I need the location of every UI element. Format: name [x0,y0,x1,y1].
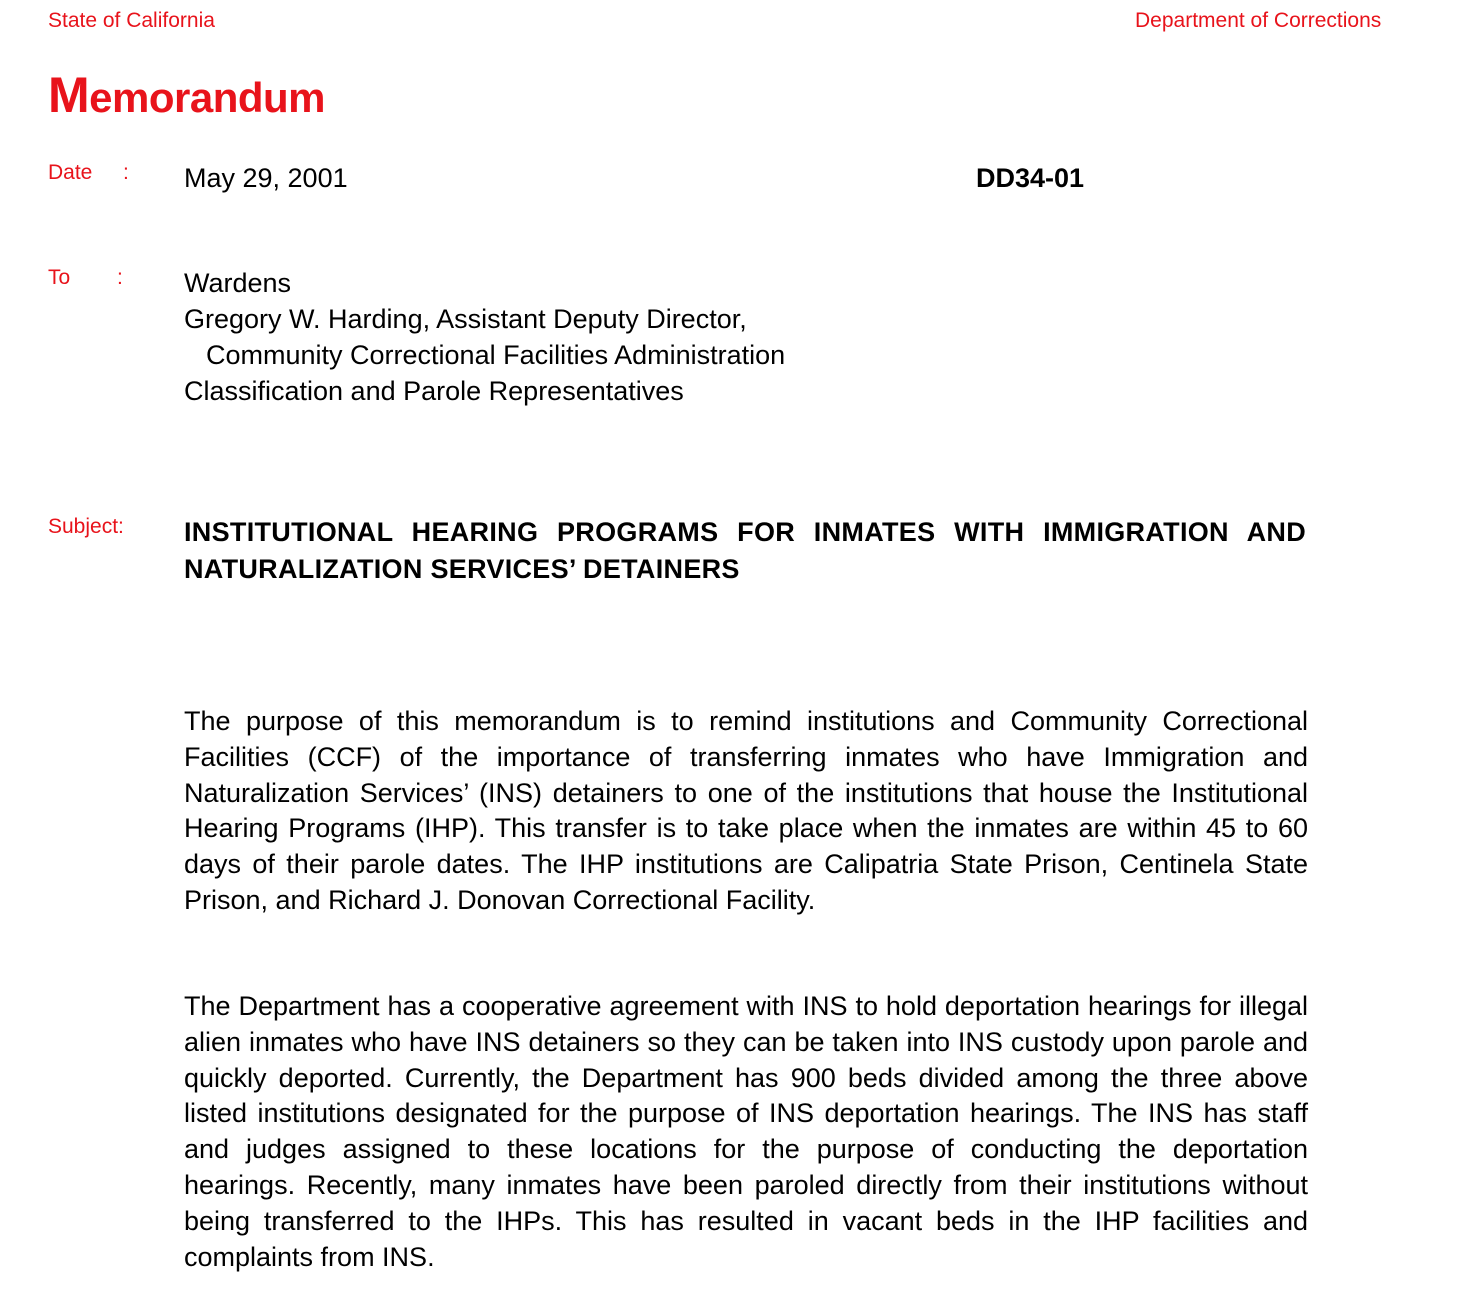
body-paragraph-2: The Department has a cooperative agreement with INS to hold deportation hearings for illegal alien inmates who have INS detainers so they can be taken into INS custody upon parole and quickly deported. Currently, the Department has 900 beds divided among the three above listed institutions designated for the purpose of INS deportation hearings. The INS has staff and judges assigned to these locations for the purpose of conducting the deportation hearings. Recently, many inmates have been paroled directly from their institutions without being transferred to the IHPs. This has resulted in vacant beds in the IHP facilities and complaints from INS. [184,991,1308,1272]
state-of-california-header: State of California [48,9,215,32]
to-label: To [48,266,71,289]
recipient-line: Wardens [184,268,292,298]
title-rest: emorandum [89,74,326,121]
memorandum-title [48,66,325,124]
memo-number: DD34-01 [976,163,1085,193]
recipient-line: Classification and Parole Representatives [184,376,684,406]
body-paragraph-1: The purpose of this memorandum is to remind institutions and Community Correctional Facilities (CCF) of the importance of transferring inmates who have Immigration and Naturalization Services’ (INS) detainers to one of the institutions that house the Institutional Hearing Programs (IHP). This transfer is to take place when the inmates are within 45 to 60 days of their parole dates. The IHP institutions are Calipatria State Prison, Centinela State Prison, and Richard J. Donovan Correctional Facility. [184,706,1308,915]
recipient-line: Gregory W. Harding, Assistant Deputy Director, [184,304,747,334]
recipients-list [184,265,785,409]
subject-text: INSTITUTIONAL HEARING PROGRAMS FOR INMATES WITH IMMIGRATION AND NATURALIZATION SERVICES’ DETAINERS [184,517,1306,584]
title-initial: M [48,67,90,123]
subject-label: Subject: [48,515,124,538]
department-header: Department of Corrections [1135,9,1382,32]
to-colon: : [117,266,123,289]
date-label: Date [48,161,93,184]
date-value: May 29, 2001 [184,163,348,193]
recipient-line: Community Correctional Facilities Administration [206,340,786,370]
date-colon: : [123,161,129,184]
